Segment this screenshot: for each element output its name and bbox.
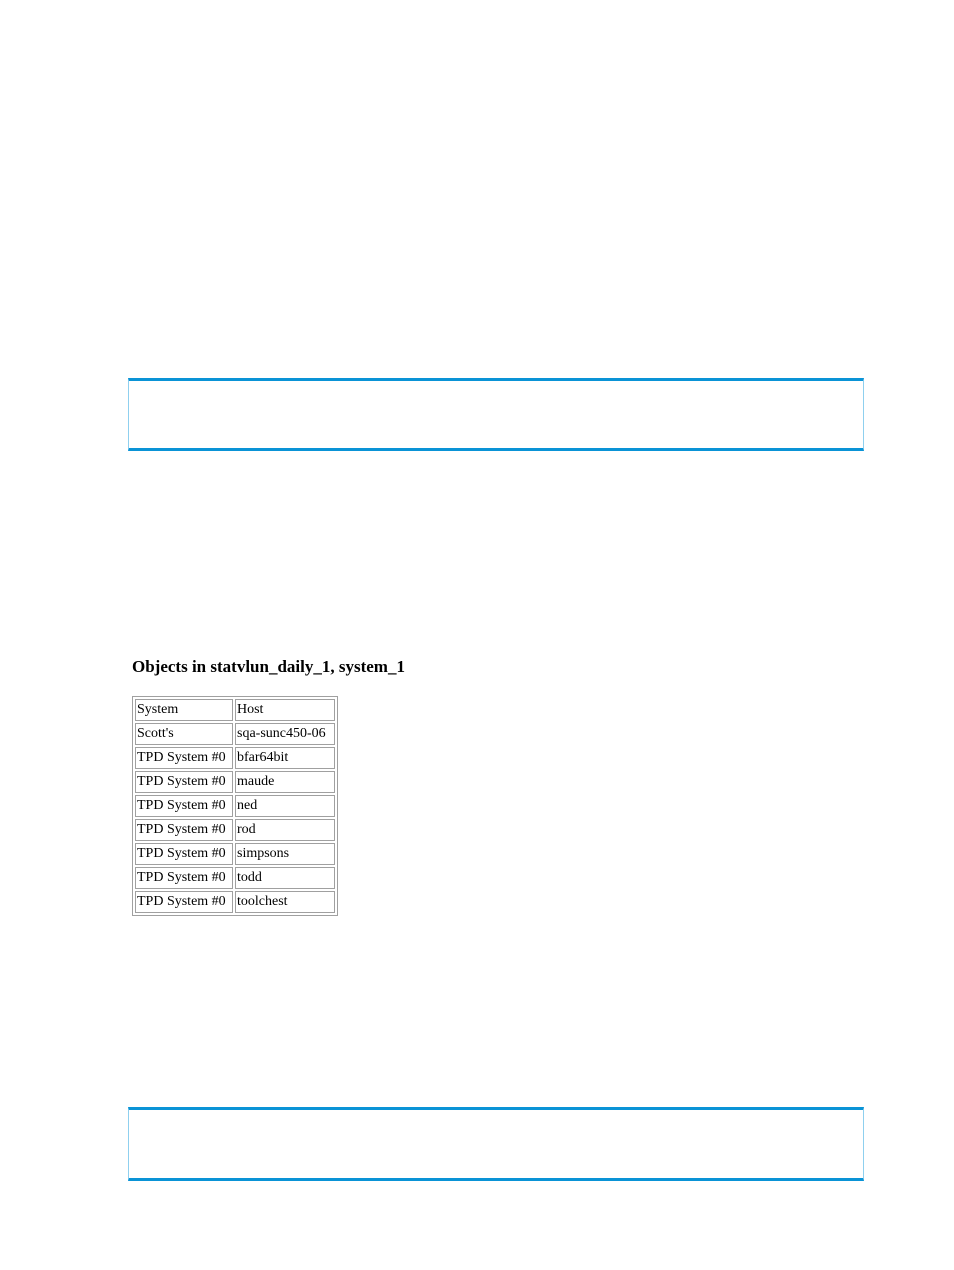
table-row <box>135 867 335 889</box>
objects-table <box>132 696 338 916</box>
cell-system: TPD System #0 <box>135 819 233 841</box>
table-row <box>135 891 335 913</box>
table-header-row <box>135 699 335 721</box>
cell-system: Scott's <box>135 723 233 745</box>
cell-system: TPD System #0 <box>135 867 233 889</box>
column-header-system: System <box>135 699 233 721</box>
cell-system: TPD System #0 <box>135 771 233 793</box>
cell-host: todd <box>235 867 335 889</box>
cell-host: simpsons <box>235 843 335 865</box>
cell-system: TPD System #0 <box>135 795 233 817</box>
cell-host: sqa-sunc450-06 <box>235 723 335 745</box>
table-row <box>135 771 335 793</box>
note-box-bottom <box>128 1107 864 1181</box>
figure-title: Objects in statvlun_daily_1, system_1 <box>132 657 405 676</box>
note-box-top <box>128 378 864 451</box>
cell-system: TPD System #0 <box>135 843 233 865</box>
cell-system: TPD System #0 <box>135 891 233 913</box>
cell-host: maude <box>235 771 335 793</box>
table-row <box>135 819 335 841</box>
table-row <box>135 747 335 769</box>
cell-host: toolchest <box>235 891 335 913</box>
table-row <box>135 795 335 817</box>
cell-host: ned <box>235 795 335 817</box>
column-header-host: Host <box>235 699 335 721</box>
figure-objects <box>132 657 405 916</box>
table-row <box>135 843 335 865</box>
cell-system: TPD System #0 <box>135 747 233 769</box>
cell-host: bfar64bit <box>235 747 335 769</box>
table-row <box>135 723 335 745</box>
cell-host: rod <box>235 819 335 841</box>
